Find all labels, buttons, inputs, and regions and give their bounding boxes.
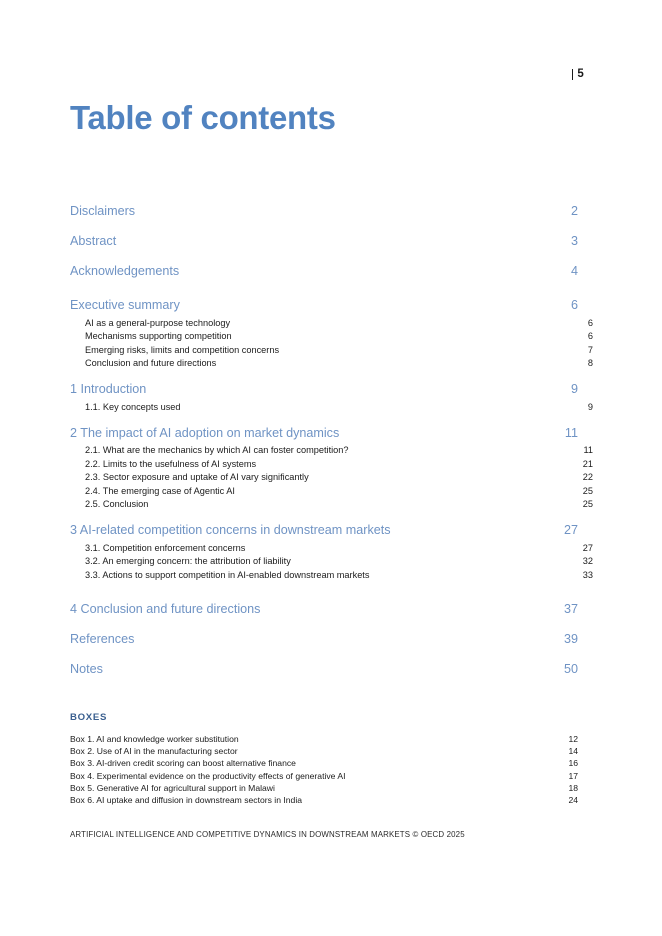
toc-entry-page: 6 [570,298,578,312]
toc-entry-label: 1 Introduction [70,382,147,396]
toc-entry-label: 2.2. Limits to the usefulness of AI systems [85,458,257,469]
toc-entry-page: 22 [582,472,593,483]
toc-entry[interactable] [70,624,578,654]
toc-entry-label: AI as a general-purpose technology [85,317,231,328]
toc-entry-page: 11 [583,445,593,456]
box-item-page: 24 [568,795,578,806]
toc-entry-page: 25 [582,485,593,496]
toc-entry-label: Disclaimers [70,204,136,218]
box-item-page: 18 [568,782,578,793]
toc-entry-page: 3 [570,234,578,248]
page-number: 5 [577,68,584,80]
toc-entry-label: Acknowledgements [70,264,180,278]
toc-entry[interactable] [70,422,578,444]
toc-entry[interactable] [70,196,578,226]
toc-entry-label: Emerging risks, limits and competition concerns [85,344,280,355]
toc-entry-page: 21 [582,458,593,469]
toc-entry[interactable] [70,226,578,256]
toc-subentry[interactable] [70,484,593,498]
table-of-contents [70,196,593,684]
toc-entry-label: Executive summary [70,298,180,312]
box-item-page: 17 [568,770,578,781]
toc-subentry[interactable] [70,498,593,512]
toc-entry-label: 2.4. The emerging case of Agentic AI [85,485,235,496]
box-item-label: Box 2. Use of AI in the manufacturing sector [70,746,238,757]
box-item-page: 12 [568,734,578,745]
box-list-item[interactable] [70,745,578,757]
toc-entry-page: 7 [587,344,593,355]
toc-entry-page: 9 [570,382,578,396]
boxes-section [70,712,578,806]
toc-subentry[interactable] [70,343,593,357]
toc-entry-label: 4 Conclusion and future directions [70,601,261,616]
toc-entry[interactable] [70,594,578,624]
toc-entry-label: 3.2. An emerging concern: the attribution of liability [85,556,291,567]
page-footer: ARTIFICIAL INTELLIGENCE AND COMPETITIVE DYNAMICS IN DOWNSTREAM MARKETS © OECD 2025 [70,830,465,839]
toc-entry[interactable] [70,294,578,316]
box-list-item[interactable] [70,757,578,769]
page-title: Table of contents [70,99,336,136]
toc-entry-page: 39 [563,631,578,646]
toc-entry-page: 50 [563,661,578,676]
toc-entry[interactable] [70,378,578,400]
header-rule-icon [572,69,574,80]
box-item-page: 16 [568,758,578,769]
running-header [572,68,584,80]
toc-entry-label: Notes [70,661,103,676]
box-item-label: Box 5. Generative AI for agricultural support in Malawi [70,782,275,793]
toc-entry[interactable] [70,519,578,541]
toc-entry-page: 2 [570,204,578,218]
toc-subentry[interactable] [70,471,593,485]
toc-subentry[interactable] [70,541,593,555]
toc-subentry[interactable] [70,555,593,569]
spacer [70,582,578,594]
toc-entry-label: 2.5. Conclusion [85,499,149,510]
box-item-label: Box 3. AI-driven credit scoring can boost alternative finance [70,758,296,769]
toc-entry-label: 3.1. Competition enforcement concerns [85,542,246,553]
box-item-label: Box 4. Experimental evidence on the productivity effects of generative AI [70,770,346,781]
toc-entry-page: 27 [582,542,593,553]
box-item-page: 14 [568,746,578,757]
toc-entry-page: 9 [587,401,593,412]
toc-entry-page: 6 [587,331,593,342]
boxes-heading: BOXES [70,712,108,723]
toc-entry-page: 25 [582,499,593,510]
toc-entry-label: 2.3. Sector exposure and uptake of AI vary significantly [85,472,309,483]
toc-entry-page: 27 [563,523,578,537]
toc-entry-page: 6 [587,317,593,328]
toc-entry[interactable] [70,256,578,286]
toc-entry-label: Mechanisms supporting competition [85,331,232,342]
toc-subentry[interactable] [70,457,593,471]
toc-entry-page: 8 [587,358,593,369]
box-item-label: Box 6. AI uptake and diffusion in downstream sectors in India [70,795,303,806]
toc-entry-label: 2 The impact of AI adoption on market dynamics [70,425,340,440]
box-list-item[interactable] [70,794,578,806]
toc-entry-page: 32 [582,556,593,567]
toc-entry-page: 37 [563,601,578,616]
toc-subentry[interactable] [70,444,593,458]
toc-subentry[interactable] [70,568,593,582]
toc-entry[interactable] [70,654,578,684]
box-list-item[interactable] [70,782,578,794]
toc-entry-label: Conclusion and future directions [85,358,217,369]
toc-entry-label: References [70,631,135,646]
toc-subentry[interactable] [70,330,593,344]
toc-subentry[interactable] [70,400,593,414]
toc-entry-label: 1.1. Key concepts used [85,401,181,412]
box-list-item[interactable] [70,733,578,745]
box-list-item[interactable] [70,770,578,782]
toc-subentry[interactable] [70,316,593,330]
toc-entry-page: 33 [582,569,593,580]
toc-entry-page: 4 [570,264,578,278]
toc-subentry[interactable] [70,357,593,371]
toc-entry-label: Abstract [70,234,117,248]
toc-entry-page: 11 [564,425,578,440]
toc-entry-label: 2.1. What are the mechanics by which AI can foster competition? [85,445,349,456]
box-item-label: Box 1. AI and knowledge worker substitution [70,734,239,745]
boxes-list [70,733,578,806]
toc-entry-label: 3.3. Actions to support competition in AI-enabled downstream markets [85,569,370,580]
toc-entry-label: 3 AI-related competition concerns in downstream markets [70,523,391,537]
